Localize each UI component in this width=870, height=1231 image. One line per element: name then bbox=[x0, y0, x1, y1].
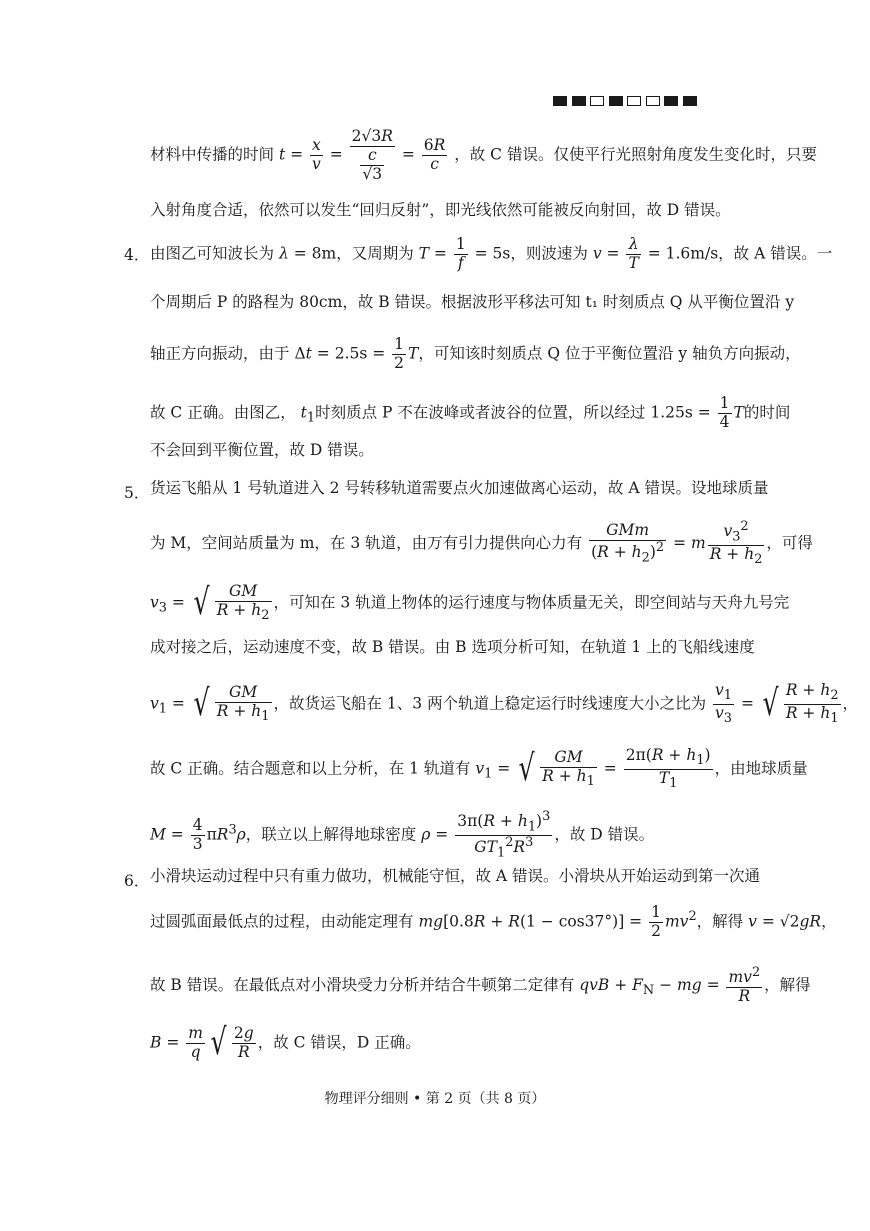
question-number: 5． bbox=[124, 484, 150, 502]
text-run: ，可知在 3 轨道上物体的运行速度与物体质量无关，即空间站与天舟九号完 bbox=[273, 593, 790, 612]
mark-filled bbox=[683, 96, 697, 106]
text-line: 入射角度合适，依然可以发生“回归反射”，即光线依然可能被反向射回，故 D 错误。 bbox=[150, 201, 731, 219]
fraction: $\frac{x}{v}$ bbox=[312, 136, 321, 174]
fraction: $\frac{2√3R}{\frac{c}{√3}}$ bbox=[351, 127, 393, 183]
text-run: 材料中传播的时间 bbox=[150, 145, 275, 164]
fraction: $\frac{6R}{c}$ bbox=[423, 136, 446, 174]
text-run: ，故 A 错误。一 bbox=[718, 244, 833, 263]
text-run: 为 M，空间站质量为 m，在 3 轨道，由万有引力提供向心力有 bbox=[150, 534, 583, 553]
text-line: $v_1$ = √ $\frac{GM}{R + h_1}$ ，故货运飞船在 1、3 两个轨道上稳定运行时线速度大小之比为 $\frac{v_1}{v_3}$ = √ $\frac{R + h_2}{R + h_1}$ ， bbox=[150, 681, 859, 727]
fraction: $\frac{R + h_2}{R + h_1}$ bbox=[785, 681, 839, 727]
fraction: $\frac{\text{GMm}}{(R + h_2)^2}$ bbox=[591, 521, 665, 566]
fraction: $\frac{GM}{R + h_1}$ bbox=[216, 683, 270, 724]
text-line: 由图乙可知波长为 λ = 8m，又周期为 T = $\frac{1}{f}$ = 5s，则波速为 v = $\frac{\lambda}{T}$ = 1.6m/s，故 A 错误。一 bbox=[150, 235, 833, 272]
fraction: $\frac{GM}{R + h_2}$ bbox=[216, 582, 270, 623]
mark-open bbox=[627, 96, 641, 106]
mark-filled bbox=[609, 96, 623, 106]
text-run: 由图乙可知波长为 bbox=[150, 244, 275, 263]
text-run: ，可知该时刻质点 Q 位于平衡位置沿 y 轴负方向振动， bbox=[418, 344, 801, 363]
text-line: $v_3$ = √ $\frac{GM}{R + h_2}$ ，可知在 3 轨道上物体的运行速度与物体质量无关，即空间站与天舟九号完 bbox=[150, 582, 790, 624]
text-run: ，故 D 错误。 bbox=[554, 825, 655, 844]
mark-filled bbox=[664, 96, 678, 106]
fraction: $\frac{2g}{R}$ bbox=[233, 1024, 254, 1061]
fraction: $\frac{v_3^2}{R + h_2}$ bbox=[709, 519, 763, 568]
text-line: 不会回到平衡位置，故 D 错误。 bbox=[150, 441, 374, 459]
fraction: $\frac{m}{q}$ bbox=[188, 1024, 203, 1061]
text-run: 故 B 错误。在最低点对小滑块受力分析并结合牛顿第二定律有 bbox=[150, 975, 575, 994]
fraction: $\frac{3\pi(R + h_1)^3}{GT_1^2R^3}$ bbox=[457, 809, 551, 861]
text-run: ，由地球质量 bbox=[714, 759, 808, 778]
mark-filled bbox=[553, 96, 567, 106]
mark-open bbox=[590, 96, 604, 106]
text-line: 个周期后 P 的路程为 80cm，故 B 错误。根据波形平移法可知 t₁ 时刻质点 Q 从平衡位置沿 y bbox=[150, 293, 795, 311]
mark-filled bbox=[572, 96, 586, 106]
fraction: $\frac{1}{f}$ bbox=[455, 235, 466, 272]
page-footer: 物理评分细则 • 第 2 页（共 8 页） bbox=[324, 1091, 546, 1107]
text-line: 小滑块运动过程中只有重力做功，机械能守恒，故 A 错误。小滑块从开始运动到第一次通 bbox=[150, 867, 761, 885]
text-run: ，解得 bbox=[764, 975, 811, 994]
fraction: $\frac{GM}{R + h_1}$ bbox=[542, 748, 595, 789]
text-run: ，可得 bbox=[766, 534, 813, 553]
text-run: 过圆弧面最低点的过程，由动能定理有 bbox=[150, 912, 414, 931]
fraction: $\frac{1}{4}$ bbox=[719, 394, 730, 431]
text-run: ，则波速为 bbox=[510, 244, 588, 263]
text-run: ，联立以上解得地球密度 bbox=[245, 825, 417, 844]
text-line: 货运飞船从 1 号轨道进入 2 号转移轨道需要点火加速做离心运动，故 A 错误。设地球质量 bbox=[150, 479, 769, 497]
fraction: $\frac{mv^2}{R}$ bbox=[728, 965, 761, 1005]
fraction: $\frac{1}{2}$ bbox=[394, 335, 405, 372]
text-line: 轴正方向振动，由于 Δt = 2.5s = $\frac{1}{2}$ T，可知该时刻质点 Q 位于平衡位置沿 y 轴负方向振动， bbox=[150, 335, 801, 372]
question-number: 4． bbox=[124, 246, 150, 264]
fraction: $\frac{\lambda}{T}$ bbox=[628, 235, 639, 272]
fraction: $\frac{v_1}{v_3}$ bbox=[715, 681, 733, 727]
text-run: 的时间 bbox=[743, 403, 791, 422]
formula: t bbox=[278, 145, 286, 164]
fraction: $\frac{2\pi(R + h_1)}{T_1}$ bbox=[625, 746, 711, 792]
text-run: ，解得 bbox=[696, 912, 744, 931]
text-run: 故 C 正确。由图乙， bbox=[150, 403, 296, 422]
text-line: M = $\frac{4}{3}$ $\pi R^3\rho$，联立以上解得地球密度 ρ = $\frac{3\pi(R + h_1)^3}{GT_1^2R^3}$ ，故 D 错误。 bbox=[150, 809, 655, 861]
text-run: 轴正方向振动，由于 bbox=[150, 344, 290, 363]
text-line: 材料中传播的时间 t = $\frac{x}{v}$ = $\frac{2√3R}{\frac{c}{√3}}$ = $\frac{6R}{c}$ ，故 C 错误。仅使平行光照射角度发生变化时，只要 bbox=[150, 127, 817, 183]
text-line: 故 B 错误。在最低点对小滑块受力分析并结合牛顿第二定律有 qvB + $F_N$ − mg = $\frac{mv^2}{R}$ ，解得 bbox=[150, 965, 811, 1005]
text-line: 成对接之后，运动速度不变，故 B 错误。由 B 选项分析可知，在轨道 1 上的飞船线速度 bbox=[150, 638, 755, 656]
text-run: ，故货运飞船在 1、3 两个轨道上稳定运行时线速度大小之比为 bbox=[273, 694, 707, 713]
text-run: ，故 C 错误。仅使平行光照射角度发生变化时，只要 bbox=[454, 145, 817, 164]
text-run: ，又周期为 bbox=[336, 244, 414, 263]
fraction: $\frac{1}{2}$ bbox=[651, 903, 661, 940]
fraction: $\frac{4}{3}$ bbox=[192, 816, 203, 854]
text-line: 故 C 正确。由图乙， $t_1$时刻质点 P 不在波峰或者波谷的位置，所以经过 1.25s = $\frac{1}{4}$ T的时间 bbox=[150, 394, 791, 431]
text-line: 故 C 正确。结合题意和以上分析，在 1 轨道有 $v_1$ = √ $\frac{GM}{R + h_1}$ = $\frac{2\pi(R + h_1)}{T_1}$ ，由地球质量 bbox=[150, 746, 808, 792]
header-marks bbox=[553, 96, 697, 106]
text-line: B = $\frac{m}{q}$ √ $\frac{2g}{R}$ ，故 C 错误，D 正确。 bbox=[150, 1022, 421, 1064]
text-run: 故 C 正确。结合题意和以上分析，在 1 轨道有 bbox=[150, 759, 471, 778]
question-number: 6． bbox=[124, 872, 150, 890]
text-run: ，故 C 错误，D 正确。 bbox=[257, 1033, 421, 1052]
mark-open bbox=[646, 96, 660, 106]
text-line: 过圆弧面最低点的过程，由动能定理有 mg[0.8R + R(1 − cos37°)] = $\frac{1}{2}$ $mv^2$，解得 v = √2gR， bbox=[150, 903, 837, 940]
text-line: 为 M，空间站质量为 m，在 3 轨道，由万有引力提供向心力有 $\frac{\text{GMm}}{(R + h_2)^2}$ = m $\frac{v_3^2}{R + h_2}$ ，可得 bbox=[150, 519, 813, 568]
text-run: 时刻质点 P 不在波峰或者波谷的位置，所以经过 bbox=[315, 403, 646, 422]
